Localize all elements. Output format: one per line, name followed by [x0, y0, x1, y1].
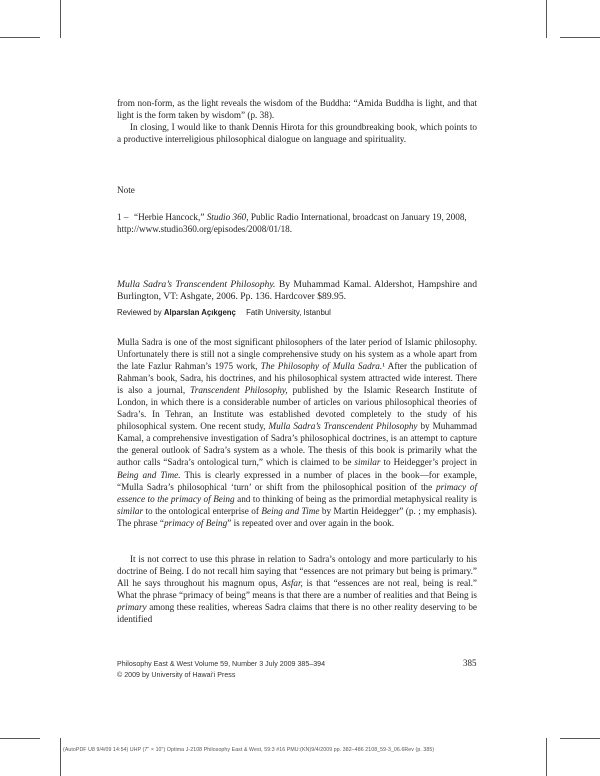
- crop-mark: [546, 738, 547, 776]
- italic-run: primary: [117, 602, 147, 613]
- italic-run: primacy of essence to the primacy of Being: [117, 481, 477, 504]
- italic-run: The Philosophy of Mulla Sadra.: [260, 361, 383, 372]
- intro-paragraph-2: In closing, I would like to thank Dennis Hirota for this groundbreaking book, which points to a productive interreligious philosophical dialogue on language and spirituality.: [117, 122, 477, 145]
- page-number: 385: [463, 658, 477, 668]
- crop-mark: [60, 0, 61, 38]
- footnote: 1 – “Herbie Hancock,” Studio 360, Public Radio International, broadcast on January 19, 2008, http://www.studio360.org/episodes/2008/01/18.: [117, 212, 467, 234]
- crop-mark: [0, 738, 40, 739]
- footnote-number: 1 –: [117, 212, 129, 222]
- text-run: by Muhammad Kamal, a comprehensive investigation of Sadra’s philosophical doctrines, is an attempt to capture the general outlook of Sadra’s system as a whole. The thesis of this book is primarily what the author calls “Sadra’s ontological turn,” which is claimed to be: [117, 421, 477, 468]
- text-run: This is clearly expressed in a number of places in the book—for example, “Mulla Sadra’s philosophical ‘turn’ or shift from the philosophical position of the: [117, 469, 477, 492]
- reviewer-name: Alparslan Açıkgenç: [163, 308, 236, 317]
- text-run: to the ontological enterprise of: [143, 505, 262, 516]
- italic-run: similar: [117, 505, 144, 516]
- review-paragraph-1: [117, 336, 477, 529]
- text-run: is that “essences are not real, being is real.” What the phrase “primacy of being” means is that there are a number of realities and that Being is: [117, 578, 477, 601]
- crop-mark: [560, 37, 600, 38]
- crop-mark: [560, 738, 600, 739]
- italic-run: primacy of Being: [163, 517, 228, 528]
- italic-run: Being and Time: [261, 505, 320, 516]
- review-paragraph-2: [117, 553, 477, 625]
- text-run: published by the Islamic Research Institute of London, in which there is a considerable number of articles on various philosophical theories of Sadra’s. In Tehran, an Institute was established devoted completely to the study of his philosophical system. One recent study,: [117, 385, 478, 432]
- text-run: It is not correct to use this phrase in relation to Sadra’s ontology and more particularly to his doctrine of Being. I do not recall him saying that “essences are not primary but being is primary.” All he says throughout his magnum opus,: [117, 554, 477, 589]
- text-run: to Heidegger’s project in: [380, 457, 477, 468]
- text-run: by Martin Heidegger” (p. ; my emphasis). The phrase “: [117, 505, 477, 528]
- italic-run: Transcendent Philosophy,: [190, 385, 288, 396]
- book-citation: [117, 279, 477, 304]
- text-run: among these realities, whereas Sadra claims that there is no other reality deserving to be identified: [117, 602, 477, 625]
- text-run: and to thinking of being as the primordial metaphysical reality is: [234, 493, 477, 504]
- book-details: By Muhammad Kamal. Aldershot, Hampshire and Burlington, VT: Ashgate, 2006. Pp. 136. Hardcover $89.95.: [117, 279, 477, 303]
- page-footer: [117, 659, 325, 681]
- reviewer-affiliation: Fatih University, Istanbul: [246, 308, 331, 317]
- journal-citation: Philosophy East & West Volume 59, Number 3 July 2009 385–394: [117, 660, 326, 668]
- crop-mark: [0, 37, 40, 38]
- text-run: Mulla Sadra is one of the most significant philosophers of the later period of Islamic philosophy. Unfortunately there is still not a single comprehensive study on his system as a whole apart from the late Fazlur Rahman’s 1975 work,: [117, 337, 477, 372]
- book-title: Mulla Sadra’s Transcendent Philosophy.: [117, 279, 276, 290]
- italic-run: similar: [354, 457, 381, 468]
- reviewer-line: Reviewed by Alparslan Açıkgenç Fatih University, Istanbul: [117, 308, 331, 317]
- crop-mark: [60, 738, 61, 776]
- crop-mark: [546, 0, 547, 38]
- italic-run: Mulla Sadra’s Transcendent Philosophy: [268, 421, 418, 432]
- italic-run: Being and Time.: [117, 469, 181, 480]
- intro-paragraph-1: from non-form, as the light reveals the wisdom of the Buddha: “Amida Buddha is light, and that light is the form taken by wisdom” (p. 38).: [117, 98, 477, 121]
- text-run: ” is repeated over and over again in the book.: [227, 517, 395, 528]
- printer-slug: (AutoPDF U8 9/4/09 14:54) UHP (7" × 10") Optima J-2108 Philosophy East & West, 59:3 #16 PMU:(KN)9/4/2009 pp. 382–486 2108_59-3_06.6Rev (p. 385): [63, 747, 435, 753]
- text-run: ¹ After the publication of Rahman’s book, Sadra, his doctrines, and his philosophical system attracted wide interest. There is also a journal,: [117, 361, 478, 396]
- copyright: © 2009 by University of Hawai‘i Press: [117, 671, 236, 679]
- note-heading: Note: [117, 185, 135, 195]
- italic-run: Asfar,: [281, 578, 303, 589]
